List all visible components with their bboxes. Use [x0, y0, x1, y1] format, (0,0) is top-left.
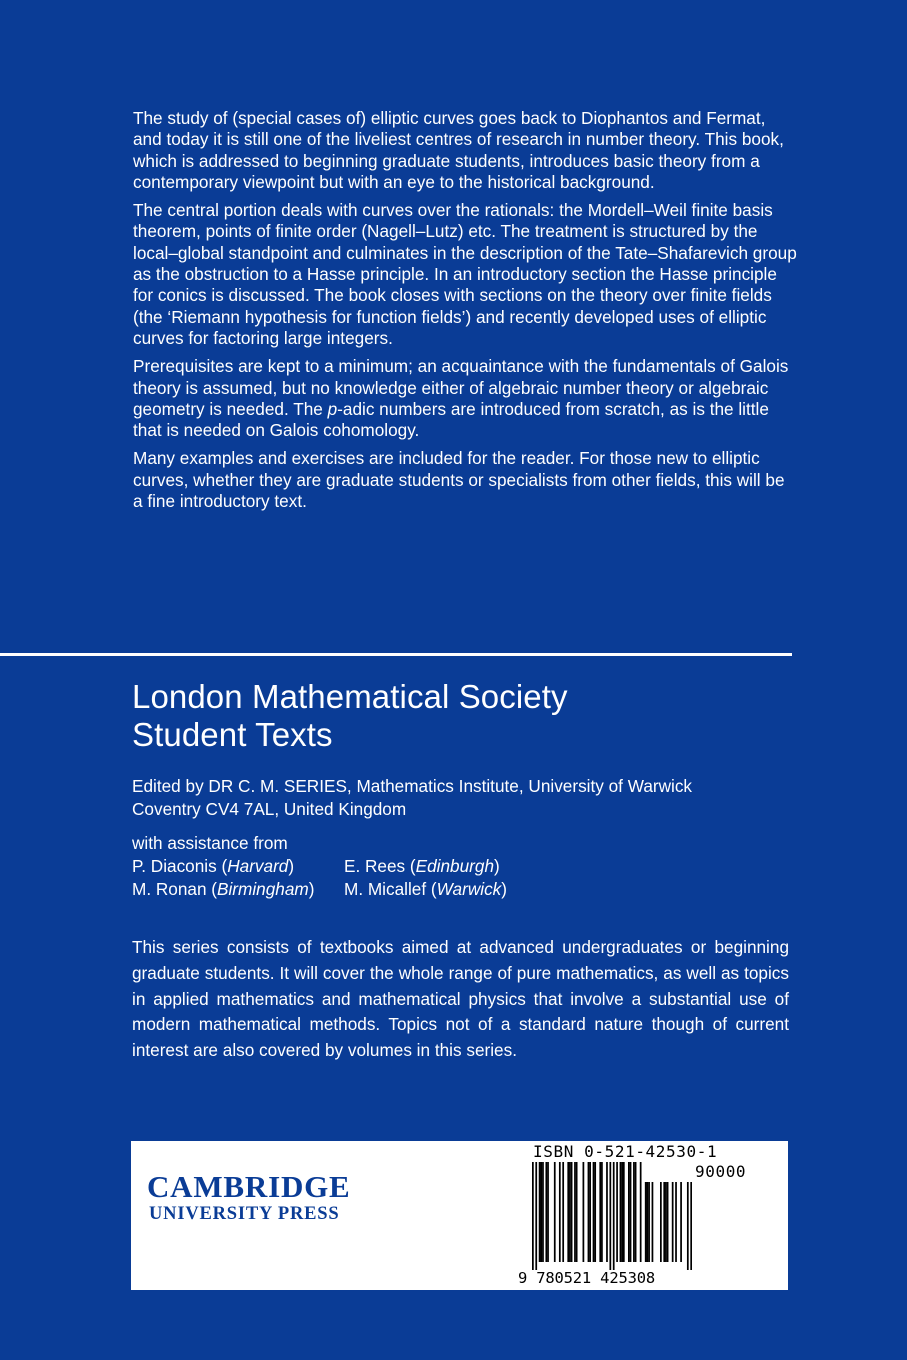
blurb-p3-end: -adic numbers are introduced from scratch, as is the little that is needed on Galois cohomology.: [133, 398, 769, 441]
assistance-label: with assistance from: [132, 833, 288, 853]
blurb-paragraph-1: The study of (special cases of) elliptic curves goes back to Diophantos and Fermat, and today it is still one of the liveliest centres of research in number theory. This book, which is addressed to beginning graduate students, introduces basic theory from a contemporary viewpoint but with an eye to the historical background.: [133, 108, 784, 192]
editor-line-1: Edited by DR C. M. SERIES, Mathematics Institute, University of Warwick: [132, 776, 693, 796]
series-title-line-1: London Mathematical Society: [132, 678, 568, 715]
publisher-logo: [147, 1171, 351, 1225]
series-title-line-2: Student Texts: [132, 716, 333, 753]
assistant-entry: E. Rees (Edinburgh): [344, 856, 500, 876]
divider-rule: [0, 653, 792, 656]
assistant-name: M. Micallef: [344, 879, 427, 899]
barcode-bar: [583, 1162, 585, 1262]
barcode-bar: [567, 1162, 569, 1262]
barcode-bar: [601, 1162, 603, 1262]
barcode-bar: [613, 1162, 615, 1270]
barcode-bar: [574, 1162, 576, 1262]
assistants-row-2: [132, 878, 507, 901]
assistant-institution: Warwick: [436, 879, 502, 899]
barcode-bar: [535, 1162, 537, 1270]
assistant-institution: Birmingham: [217, 879, 309, 899]
barcode-bar: [635, 1162, 637, 1262]
assistant-name: M. Ronan: [132, 879, 207, 899]
assistants-row-1: [132, 855, 507, 878]
assistants-block: [132, 832, 507, 901]
publisher-name-line-1: CAMBRIDGE: [147, 1169, 351, 1204]
barcode-bar: [576, 1162, 578, 1262]
barcode-bar: [609, 1162, 611, 1270]
blurb-paragraph-2: The central portion deals with curves over the rationals: the Mordell–Weil finite basis theorem, points of finite order (Nagell–Lutz) etc. The treatment is structured by the local–global standpoint and culminates in the description of the Tate–Shafarevich group as the obstruction to a Hasse principle. In an introductory section the Hasse principle for conics is discussed. The book closes with sections on the theory over finite fields (the ‘Riemann hypothesis for function fields’) and recently developed uses of elliptic curves for factoring large integers.: [133, 200, 797, 348]
publisher-name-line-2: UNIVERSITY PRESS: [149, 1204, 340, 1224]
blurb-paragraph-3: [133, 356, 798, 441]
editor-info: [132, 775, 812, 821]
blurb-paragraph-4: Many examples and exercises are included for the reader. For those new to elliptic curves, whether they are graduate students or specialists from other fields, this will be a fine introductory text.: [133, 448, 785, 512]
isbn-text: ISBN 0-521-42530-1: [533, 1142, 718, 1161]
book-blurb: [133, 108, 798, 519]
assistant-institution: Edinburgh: [415, 856, 494, 876]
barcode-bar: [620, 1162, 622, 1262]
assistant-institution: Harvard: [227, 856, 289, 876]
assistant-name: E. Rees: [344, 856, 406, 876]
publisher-barcode-panel: [131, 1141, 788, 1290]
assistant-entry: M. Ronan (Birmingham): [132, 879, 315, 899]
barcode-bar: [599, 1162, 601, 1262]
barcode-bar: [593, 1162, 595, 1262]
barcode-bar: [571, 1162, 573, 1262]
blurb-p3-italic: p: [327, 398, 338, 419]
barcode-bar: [540, 1162, 542, 1262]
barcode-bar: [569, 1162, 571, 1262]
series-description: This series consists of textbooks aimed at advanced undergraduates or beginning graduate students. It will cover the whole range of pure mathematics, as well as topics in applied mathematics and mathematical physics that involve a substantial use of modern mathematical methods. Topics not of a standard nature though of current interest are also covered by volumes in this series.: [132, 937, 789, 1061]
barcode-bar: [539, 1162, 541, 1262]
barcode-bar: [628, 1162, 630, 1262]
barcode-bar: [545, 1162, 547, 1262]
barcode-bar: [562, 1162, 564, 1262]
barcode-bar: [594, 1162, 596, 1262]
barcode-bar: [588, 1162, 590, 1262]
barcode-bar: [633, 1162, 635, 1262]
series-title: [132, 678, 568, 754]
barcode-bar: [554, 1162, 556, 1262]
barcode-bar: [630, 1162, 632, 1262]
barcode-bar: [542, 1162, 544, 1262]
assistant-entry: P. Diaconis (Harvard): [132, 856, 295, 876]
barcode-bar: [547, 1162, 549, 1262]
price-code-background: [642, 1162, 692, 1182]
price-code: 90000: [695, 1162, 747, 1181]
barcode: [532, 1162, 692, 1270]
barcode-bar: [621, 1162, 623, 1262]
blurb-p3-start: Prerequisites are kept to a minimum; an acquaintance with the fundamentals of Galois theory is assumed, but no knowledge either of algebraic number theory or algebraic geometry is needed. The: [133, 356, 789, 419]
barcode-bar: [640, 1162, 642, 1262]
barcode-bar: [606, 1162, 608, 1262]
ean-digits: 9 780521 425308: [518, 1269, 655, 1287]
barcode-bar: [623, 1162, 625, 1262]
editor-line-2: Coventry CV4 7AL, United Kingdom: [132, 799, 407, 819]
barcode-bar: [532, 1162, 534, 1270]
barcode-bar: [589, 1162, 591, 1262]
barcode-bar: [559, 1162, 561, 1262]
assistant-name: P. Diaconis: [132, 856, 217, 876]
assistant-entry: M. Micallef (Warwick): [344, 879, 507, 899]
barcode-bar: [616, 1162, 618, 1262]
